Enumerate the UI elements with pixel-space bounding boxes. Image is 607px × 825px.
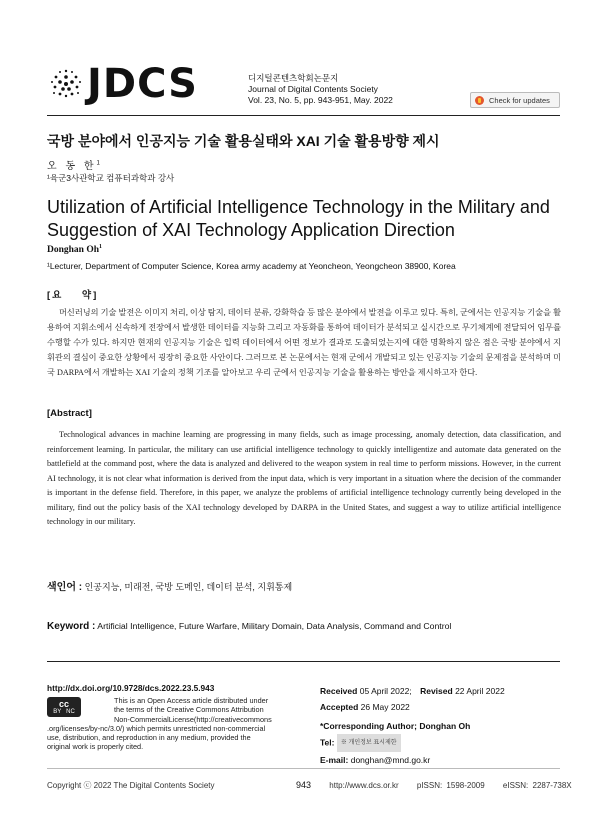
page-number: 943 — [296, 780, 312, 790]
korean-affiliation: ¹육군3사관학교 컴퓨터과학과 강사 — [47, 173, 175, 183]
pissn: pISSN: 1598-2009 — [416, 781, 485, 790]
received-label: Received — [320, 686, 358, 696]
journal-info — [248, 73, 393, 106]
english-author-name: Donghan Oh — [47, 245, 100, 256]
license-line: .org/licenses/by-nc/3.0/) which permits unrestricted non-commercial — [47, 723, 266, 733]
license-line: the terms of the Creative Commons Attribution — [114, 705, 264, 715]
korean-abstract-heading: [요 약] — [47, 290, 99, 301]
english-abstract: Technological advances in machine learning are progressing in many fields, such as image processing, anomaly detection, data classification, and reinforcement learning. In particular, the military can use artificial intelligence technology to quickly intelligentize and automate data generated on the battlefield at the command post, where the data is analyzed and delivered to the weapon system in real time to perform missions. However, in the current AI technology, it is not clear what information is derived from the input data, which is very important in a situation where the decision of the commander is important in the defense field. Therefore, in this paper, we analyze the problems of artificial intelligence technology currently being developed in the military, find out the policy basis of the XAI technology developed by DARPA in the United States, and suggest a way to utilize artificial intelligence technology in our military. — [47, 430, 561, 526]
english-author-sup: 1 — [99, 244, 103, 250]
logo-globe-icon — [47, 65, 85, 103]
doi-link[interactable]: http://dx.doi.org/10.9728/dcs.2022.23.5.943 — [47, 683, 215, 693]
korean-title: 국방 분야에서 인공지능 기술 활용실태와 XAI 기술 활용방향 제시 — [47, 133, 440, 149]
email-label: E-mail: — [320, 755, 349, 765]
volume-info: Vol. 23, No. 5, pp. 943-951, May. 2022 — [248, 95, 393, 105]
email-address[interactable]: donghan@mnd.go.kr — [350, 755, 431, 765]
english-affiliation: ¹Lecturer, Department of Computer Science, Korea army academy at Yeoncheon, Yeongcheon 38900, Korea — [47, 261, 456, 271]
tel-label: Tel: — [320, 737, 335, 748]
accepted-date: 26 May 2022 — [360, 702, 410, 712]
received-row — [320, 683, 505, 699]
korean-abstract: 머신러닝의 기술 발전은 이미지 처리, 이상 탐지, 데이터 분류, 강화학습 등 많은 분야에서 발전을 이루고 있다. 특히, 군에서는 인공지능 기술을 활용하여 지휘소에서 신속하게 전장에서 발생한 데이터를 지능화 그리고 자동화를 통하여 데이터가 분석되고 실시간으로 무기체계에 전달되어 임무를 수행할 수가 있다. 하지만 현재의 인공지능 기술은 입력 데이터에서 어떤 정보가 결과로 도출되었는지에 대한 명확하지 않은 점은 국방 분야에서 지휘관의 결심이 중요한 상황에서 굉장히 중요한 사안이다. 그러므로 본 논문에서는 현재 군에서 개발되고 있는 인공지능 기술의 문제점을 분석하며 미국 DARPA에서 개발하는 XAI 기술의 정책 기조를 알아보고 우리 군에서 인공지능 기술을 활용하는 방안을 제시하고자 한다. — [47, 308, 561, 377]
logo-text: JDCS — [87, 61, 198, 107]
english-keywords-list: Artificial Intelligence, Future Warfare, Military Domain, Data Analysis, Command and Control — [97, 621, 452, 631]
korean-keywords-list: 인공지능, 미래전, 국방 도메인, 데이터 분석, 지휘통제 — [84, 582, 293, 592]
english-author — [47, 244, 102, 255]
english-keywords — [47, 621, 451, 632]
cc-badge-text: cc — [58, 698, 69, 709]
eissn: eISSN: 2287-738X — [502, 781, 572, 790]
copyright: Copyright ⓒ 2022 The Digital Contents Society — [47, 781, 215, 790]
korean-author — [47, 157, 100, 172]
license-line: original work is properly cited. — [47, 742, 144, 752]
journal-name-korean: 디지털콘텐츠학회논문지 — [248, 73, 339, 83]
check-updates-label: Check for updates — [489, 95, 550, 105]
license-line: This is an Open Access article distributed under — [114, 696, 269, 705]
accepted-row — [320, 699, 505, 715]
license-line: use, distribution, and reproduction in any medium, provided the — [47, 733, 251, 743]
article-history — [320, 683, 505, 768]
section-divider — [47, 661, 560, 662]
korean-author-sup: 1 — [96, 160, 100, 167]
korean-keywords-label: 색인어 : — [47, 582, 83, 593]
journal-logo — [47, 61, 198, 107]
email-row — [320, 752, 505, 768]
tel-redacted: ※ 개인정보 표시제한 — [337, 734, 401, 752]
corresponding-author-text: *Corresponding Author; Donghan Oh — [320, 721, 471, 731]
corresponding-author — [320, 718, 505, 734]
english-keywords-label: Keyword : — [47, 621, 96, 632]
revised-date: 22 April 2022 — [455, 686, 505, 696]
tel-row — [320, 734, 505, 752]
journal-url[interactable]: http://www.dcs.or.kr — [329, 781, 399, 790]
header-divider — [47, 115, 560, 116]
journal-name-english: Journal of Digital Contents Society — [248, 84, 378, 94]
check-for-updates-button[interactable] — [470, 92, 560, 108]
english-title: Utilization of Artificial Intelligence Technology in the Military and Suggestion of XAI Technology Application Direction — [47, 197, 550, 240]
footer-divider — [47, 768, 560, 769]
korean-keywords — [47, 578, 292, 593]
revised-label: Revised — [420, 686, 453, 696]
cc-badge-sub: BY NC — [53, 708, 75, 715]
check-updates-icon — [475, 96, 484, 105]
accepted-label: Accepted — [320, 702, 359, 712]
english-abstract-heading: [Abstract] — [47, 408, 92, 419]
received-date: 05 April 2022; — [359, 686, 412, 696]
license-text — [47, 696, 287, 752]
korean-author-name: 오 동 한 — [47, 161, 97, 172]
footer-info — [296, 780, 572, 790]
license-line: Non-CommercialLicense(http://creativecommons — [114, 714, 272, 724]
